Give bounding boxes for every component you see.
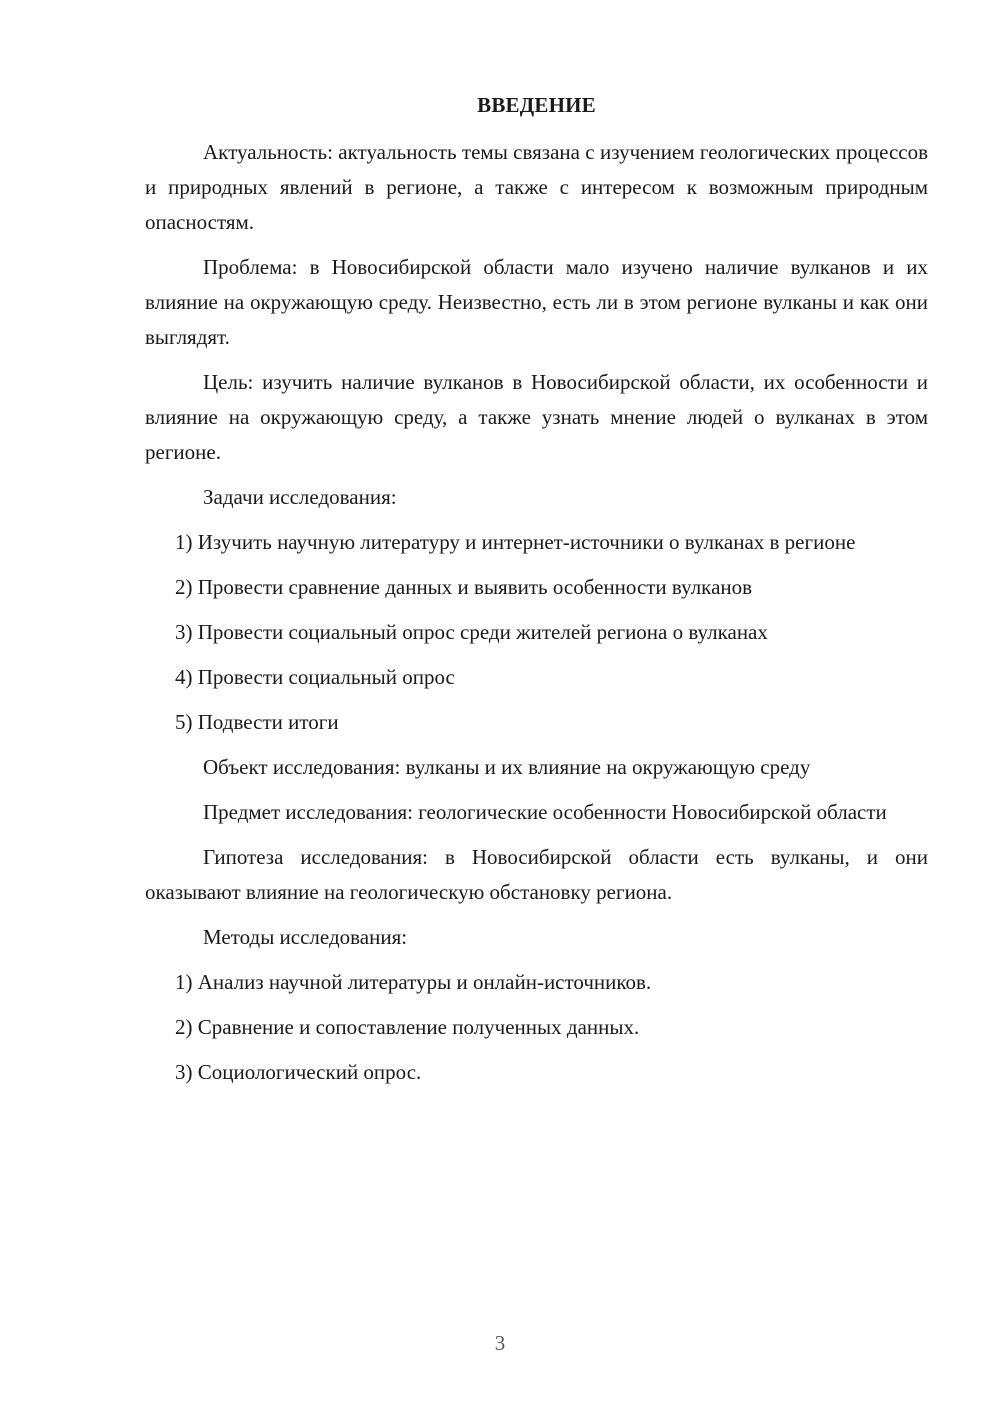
relevance-paragraph: Актуальность: актуальность темы связана с изучением геологических процессов и природных явлений в регионе, а также с интересом к возможным природным опасностям.	[145, 140, 928, 234]
document-page	[145, 88, 928, 1100]
tasks-heading: Задачи исследования:	[203, 485, 397, 509]
task-item-1: 1) Изучить научную литературу и интернет-источники о вулканах в регионе	[175, 530, 856, 554]
hypothesis-paragraph: Гипотеза исследования: в Новосибирской области есть вулканы, и они оказывают влияние на геологическую обстановку региона.	[145, 845, 928, 904]
page-number: 3	[494, 1331, 506, 1355]
page-title: ВВЕДЕНИЕ	[477, 93, 596, 117]
method-item-3: 3) Социологический опрос.	[175, 1060, 422, 1084]
goal-paragraph: Цель: изучить наличие вулканов в Новосибирской области, их особенности и влияние на окружающую среду, а также узнать мнение людей о вулканах в этом регионе.	[145, 370, 928, 464]
problem-paragraph: Проблема: в Новосибирской области мало изучено наличие вулканов и их влияние на окружающую среду. Неизвестно, есть ли в этом регионе вулканы и как они выглядят.	[145, 255, 928, 349]
subject-paragraph: Предмет исследования: геологические особенности Новосибирской области	[203, 800, 887, 824]
methods-heading: Методы исследования:	[203, 925, 408, 949]
object-paragraph: Объект исследования: вулканы и их влияние на окружающую среду	[203, 755, 811, 779]
task-item-3: 3) Провести социальный опрос среди жителей региона о вулканах	[175, 620, 768, 644]
method-item-1: 1) Анализ научной литературы и онлайн-источников.	[175, 970, 652, 994]
task-item-4: 4) Провести социальный опрос	[175, 665, 455, 689]
method-item-2: 2) Сравнение и сопоставление полученных данных.	[175, 1015, 640, 1039]
task-item-5: 5) Подвести итоги	[175, 710, 339, 734]
task-item-2: 2) Провести сравнение данных и выявить особенности вулканов	[175, 575, 753, 599]
